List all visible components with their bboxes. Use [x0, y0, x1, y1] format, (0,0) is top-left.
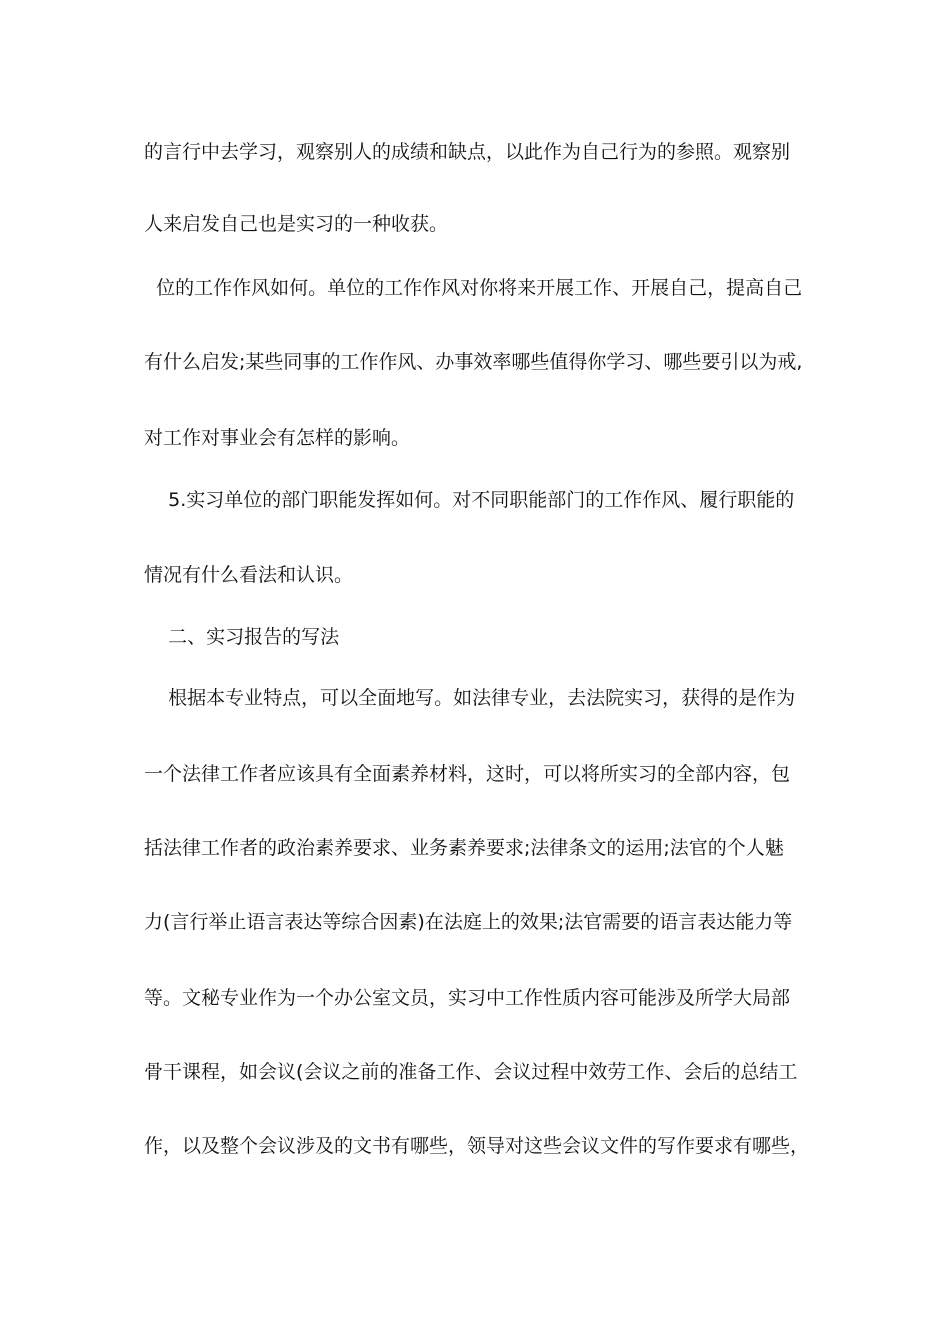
text-line: 情况有什么看法和认识。: [144, 564, 354, 586]
text-line: 的言行中去学习，观察别人的成绩和缺点，以此作为自己行为的参照。观察别: [144, 141, 791, 163]
section-heading: 二、实习报告的写法: [144, 626, 340, 648]
text-line: 根据本专业特点，可以全面地写。如法律专业，去法院实习，获得的是作为: [144, 687, 796, 709]
text-line: 对工作对事业会有怎样的影响。: [144, 427, 411, 449]
text-line: 力(言行举止语言表达等综合因素)在法庭上的效果;法官需要的语言表达能力等: [144, 911, 793, 933]
text-line: 等。文秘专业作为一个办公室文员，实习中工作性质内容可能涉及所学大局部: [144, 987, 791, 1009]
text-line: 骨干课程，如会议(会议之前的准备工作、会议过程中效劳工作、会后的总结工: [144, 1061, 798, 1083]
text-line: 括法律工作者的政治素养要求、业务素养要求;法律条文的运用;法官的个人魅: [144, 837, 784, 859]
text-line: 作，以及整个会议涉及的文书有哪些，领导对这些会议文件的写作要求有哪些，: [144, 1135, 810, 1157]
text-line: 5.实习单位的部门职能发挥如何。对不同职能部门的工作作风、履行职能的: [144, 489, 795, 511]
text-line: 人来启发自己也是实习的一种收获。: [144, 213, 449, 235]
text-line: 一个法律工作者应该具有全面素养材料，这时，可以将所实习的全部内容，包: [144, 763, 791, 785]
text-line: 位的工作作风如何。单位的工作作风对你将来开展工作、开展自己，提高自己: [144, 277, 803, 299]
text-line: 有什么启发;某些同事的工作作风、办事效率哪些值得你学习、哪些要引以为戒,: [144, 351, 803, 373]
